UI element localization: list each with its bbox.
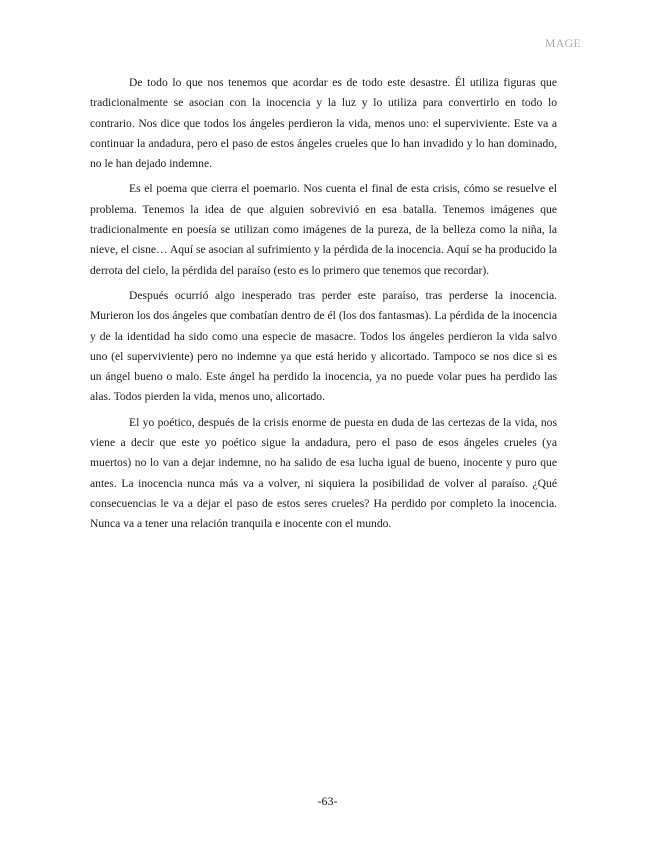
paragraph: Es el poema que cierra el poemario. Nos cuenta el final de esta crisis, cómo se resuelve el problema. Tenemos la idea de que alguien sobrevivió en esa batalla. Tenemos imágenes que tradicionalmente en poesía se utilizan como imágenes de la pureza, de la belleza como la niña, la nieve, el cisne… Aquí se asocian al sufrimiento y la pérdida de la inocencia. Aquí se ha producido la derrota del cielo, la pérdida del paraíso (esto es lo primero que tenemos que recordar). — [90, 182, 557, 277]
paragraph: De todo lo que nos tenemos que acordar es de todo este desastre. Él utiliza figuras que tradicionalmente se asocian con la inocencia y la luz y lo utiliza para convertirlo en todo lo contrario. Nos dice que todos los ángeles perdieron la vida, menos uno: el superviviente. Este va a continuar la andadura, pero el paso de estos ángeles crueles que lo han invadido y lo han dominado, no le han dejado indemne. — [90, 76, 557, 171]
body-text — [90, 73, 557, 535]
paragraph: Después ocurrió algo inesperado tras perder este paraíso, tras perderse la inocencia. Murieron los dos ángeles que combatían dentro de él (los dos fantasmas). La pérdida de la inocencia y de la identidad ha sido como una especie de masacre. Todos los ángeles perdieron la vida salvo uno (el superviviente) pero no indemne ya que está herido y alicortado. Tampoco se nos dice si es un ángel bueno o malo. Este ángel ha perdido la inocencia, ya no puede volar pues ha perdido las alas. Todos pierden la vida, menos uno, alicortado. — [90, 288, 557, 404]
running-header: MAGE — [545, 38, 581, 50]
page-number: -63- — [317, 794, 338, 808]
paragraph: El yo poético, después de la crisis enorme de puesta en duda de las certezas de la vida, nos viene a decir que este yo poético sigue la andadura, pero el paso de esos ángeles crueles (ya muertos) no lo van a dejar indemne, no ha salido de esa lucha igual de bueno, inocente y puro que antes. La inocencia nunca más va a volver, ni siquiera la posibilidad de volver al paraíso. ¿Qué consecuencias le va a dejar el paso de estos seres crueles? Ha perdido por completo la inocencia. Nunca va a tener una relación tranquila e inocente con el mundo. — [90, 415, 557, 531]
